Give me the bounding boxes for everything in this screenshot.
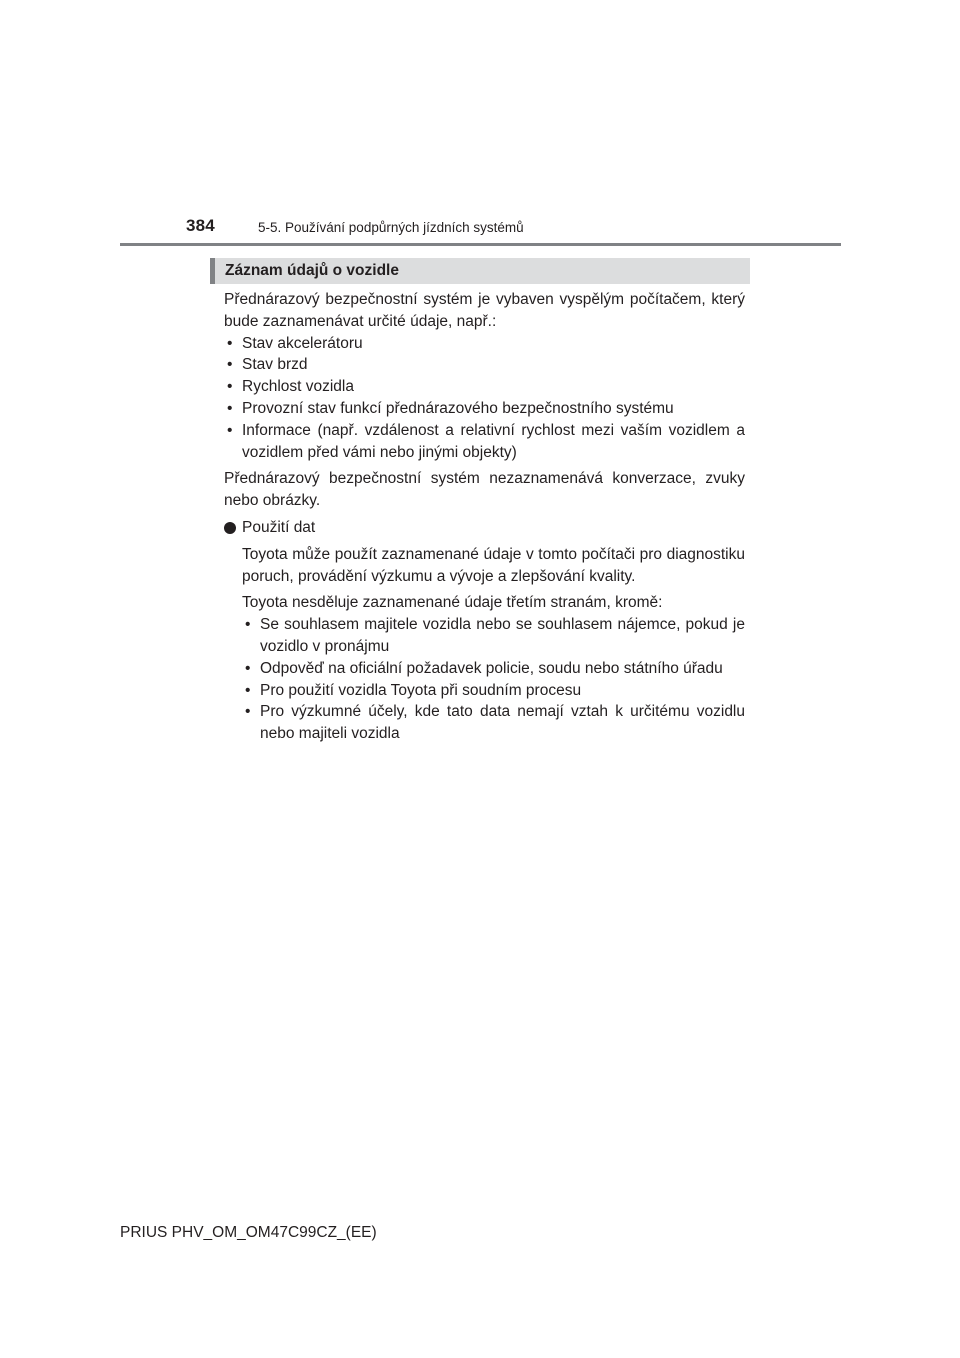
data-use-heading: Použití dat	[224, 517, 745, 539]
list-item: • Rychlost vozidla	[227, 378, 354, 396]
list-item: • Informace (např. vzdálenost a relativní rychlost mezi vaším vozidlem a vozidlem před vámi nebo jinými objekty)	[227, 421, 745, 461]
section-title-bar	[210, 258, 750, 284]
list-item: • Odpověď na oficiální požadavek policie, soudu nebo státního úřadu	[245, 659, 723, 677]
list-item: • Pro použití vozidla Toyota při soudním procesu	[245, 681, 582, 699]
page-number: 384	[186, 216, 215, 235]
title-accent	[210, 258, 215, 284]
not-recorded-paragraph: Přednárazový bezpečnostní systém nezaznamenává konverzace, zvuky nebo obrázky.	[224, 470, 745, 510]
list-item: • Se souhlasem majitele vozidla nebo se souhlasem nájemce, pokud je vozidlo v pronájmu	[245, 616, 745, 655]
exceptions-list	[242, 614, 745, 745]
section-title: Záznam údajů o vozidle	[225, 262, 399, 279]
list-item: • Stav brzd	[227, 356, 308, 374]
intro-paragraph: Přednárazový bezpečnostní systém je vybaven vyspělým počítačem, který bude zaznamenávat určité údaje, např.:	[224, 291, 745, 330]
list-item: • Stav akcelerátoru	[227, 334, 363, 352]
third-party-paragraph: Toyota nesděluje zaznamenané údaje třetím stranám, kromě:	[242, 594, 663, 612]
bullet-dot-icon	[224, 522, 236, 534]
section-header: 5-5. Používání podpůrných jízdních systémů	[258, 220, 524, 235]
data-use-section	[224, 544, 745, 745]
footer-code: PRIUS PHV_OM_OM47C99CZ_(EE)	[120, 1224, 377, 1241]
header-rule	[120, 243, 841, 246]
content	[224, 289, 745, 745]
list-item: • Provozní stav funkcí přednárazového bezpečnostního systému	[227, 399, 674, 417]
data-use-paragraph: Toyota může použít zaznamenané údaje v tomto počítači pro diagnostiku poruch, provádění výzkumu a vývoje a zlepšování kvality.	[242, 545, 745, 585]
list-item: • Pro výzkumné účely, kde tato data nemají vztah k určitému vozidlu nebo majiteli vozidla	[245, 703, 745, 743]
recorded-items-list	[224, 333, 745, 464]
